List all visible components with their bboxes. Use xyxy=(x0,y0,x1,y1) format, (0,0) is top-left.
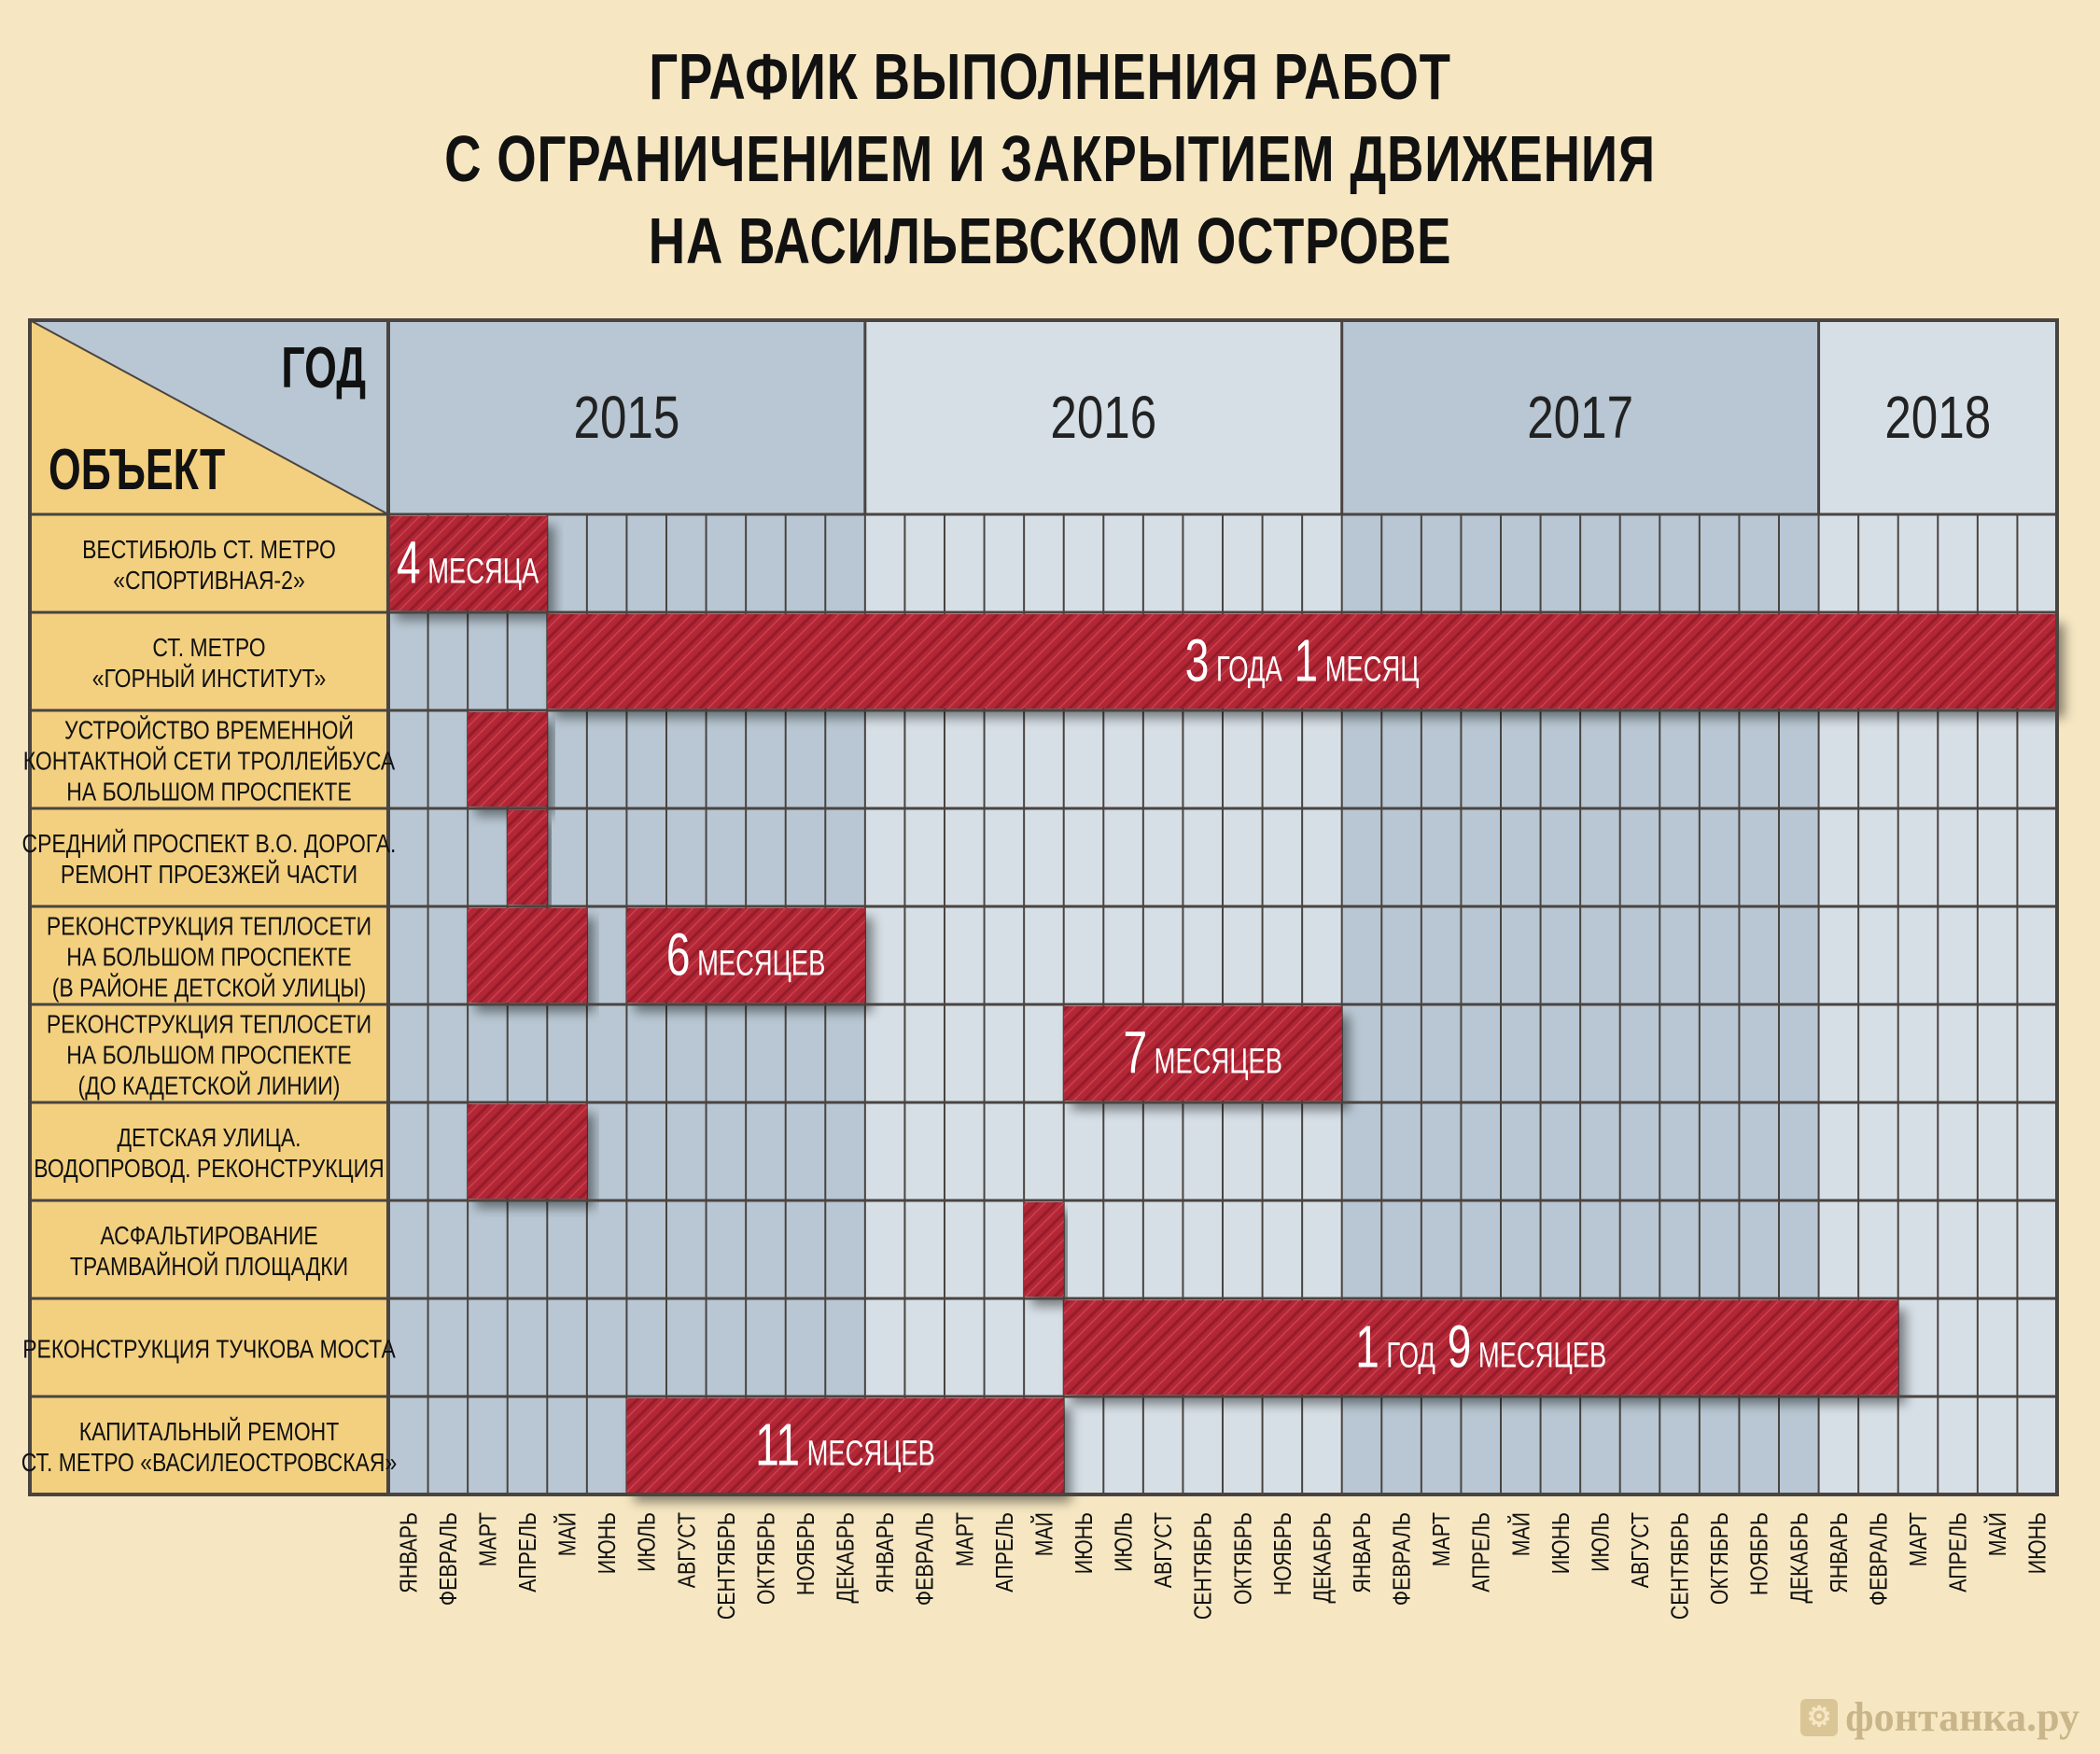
month-tick-label: АПРЕЛЬ xyxy=(514,1512,542,1593)
month-tick-label: ФЕВРАЛЬ xyxy=(1865,1512,1893,1607)
bar-duration-part: 6 xyxy=(665,921,691,989)
month-tick-label: ИЮЛЬ xyxy=(633,1512,662,1572)
row-label-line: ВЕСТИБЮЛЬ СТ. МЕТРО xyxy=(82,535,336,565)
year-header-label: ГОД xyxy=(281,335,366,400)
month-tick-label: ФЕВРАЛЬ xyxy=(911,1512,940,1607)
row-label-line: РЕКОНСТРУКЦИЯ ТУЧКОВА МОСТА xyxy=(22,1335,396,1365)
row-label-line: РЕКОНСТРУКЦИЯ ТЕПЛОСЕТИ xyxy=(46,1010,372,1040)
month-tick-label: НОЯБРЬ xyxy=(1745,1512,1774,1596)
row-label-line: НА БОЛЬШОМ ПРОСПЕКТЕ xyxy=(66,943,352,973)
month-tick-label: ИЮНЬ xyxy=(2023,1512,2052,1575)
gantt-bar xyxy=(468,908,587,1003)
month-tick-label: МАЙ xyxy=(1030,1512,1058,1557)
row-label-line: (В РАЙОНЕ ДЕТСКОЙ УЛИЦЫ) xyxy=(51,974,367,1003)
month-tick-label: НОЯБРЬ xyxy=(792,1512,820,1596)
month-tick-label: ФЕВРАЛЬ xyxy=(1388,1512,1417,1607)
gantt-bar xyxy=(468,712,547,807)
bar-duration-part: ГОДА xyxy=(1209,650,1282,690)
bar-duration-part: ГОД xyxy=(1379,1336,1435,1376)
year-label: 2015 xyxy=(573,385,680,452)
bar-duration-part: 1 xyxy=(1355,1313,1379,1381)
month-tick-label: МАРТ xyxy=(951,1512,979,1567)
title-line-3: НА ВАСИЛЬЕВСКОМ ОСТРОВЕ xyxy=(648,204,1452,277)
month-tick-label: АВГУСТ xyxy=(1150,1512,1178,1589)
month-tick-label: АПРЕЛЬ xyxy=(990,1512,1019,1593)
object-header-label: ОБЪЕКТ xyxy=(49,437,226,502)
month-tick-label: ФЕВРАЛЬ xyxy=(434,1512,463,1607)
row-label-line: КОНТАКТНОЙ СЕТИ ТРОЛЛЕЙБУСА xyxy=(22,747,396,777)
month-tick-label: ИЮНЬ xyxy=(594,1512,622,1575)
row-label-line: АСФАЛЬТИРОВАНИЕ xyxy=(100,1221,318,1251)
row-label-line: ДЕТСКАЯ УЛИЦА. xyxy=(117,1123,301,1153)
bar-duration-part: МЕСЯЦ xyxy=(1318,650,1420,690)
month-tick-label: ИЮЛЬ xyxy=(1587,1512,1615,1572)
watermark-text: фонтанка.ру xyxy=(1845,1694,2079,1740)
row-label-line: РЕМОНТ ПРОЕЗЖЕЙ ЧАСТИ xyxy=(60,860,358,890)
month-tick-label: ОКТЯБРЬ xyxy=(752,1512,780,1606)
month-tick-label: МАЙ xyxy=(553,1512,582,1557)
row-label-line: СТ. МЕТРО «ВАСИЛЕОСТРОВСКАЯ» xyxy=(21,1448,398,1478)
year-label: 2016 xyxy=(1050,385,1157,452)
bar-duration-part: МЕСЯЦЕВ xyxy=(1471,1336,1607,1376)
bar-duration-part: МЕСЯЦЕВ xyxy=(690,944,826,984)
bar-duration-part: 11 xyxy=(755,1411,801,1479)
month-tick-label: НОЯБРЬ xyxy=(1268,1512,1297,1596)
month-tick-label: ЯНВАРЬ xyxy=(1825,1512,1854,1593)
month-tick-label: ИЮНЬ xyxy=(1547,1512,1575,1575)
row-label-line: (ДО КАДЕТСКОЙ ЛИНИИ) xyxy=(77,1072,341,1102)
bar-duration-part: 1 xyxy=(1281,627,1319,695)
row-label-line: «СПОРТИВНАЯ-2» xyxy=(113,566,305,596)
month-tick-label: МАРТ xyxy=(1428,1512,1456,1567)
month-tick-label: ОКТЯБРЬ xyxy=(1229,1512,1257,1606)
row-label-line: ТРАМВАЙНОЙ ПЛОЩАДКИ xyxy=(69,1252,349,1282)
year-label: 2018 xyxy=(1884,385,1992,452)
bar-duration-part: 3 xyxy=(1184,627,1210,695)
month-tick-label: МАЙ xyxy=(1984,1512,2012,1557)
title-line-2: С ОГРАНИЧЕНИЕМ И ЗАКРЫТИЕМ ДВИЖЕНИЯ xyxy=(444,122,1656,195)
month-tick-label: СЕНТЯБРЬ xyxy=(1666,1512,1695,1621)
row-label-line: НА БОЛЬШОМ ПРОСПЕКТЕ xyxy=(66,778,352,807)
bar-duration-part: 9 xyxy=(1435,1313,1472,1381)
year-label: 2017 xyxy=(1527,385,1634,452)
watermark xyxy=(1800,1693,2079,1741)
title-line-1: ГРАФИК ВЫПОЛНЕНИЯ РАБОТ xyxy=(649,40,1451,113)
month-tick-label: АВГУСТ xyxy=(1627,1512,1655,1589)
row-label-line: «ГОРНЫЙ ИНСТИТУТ» xyxy=(91,664,327,694)
row-label-line: КАПИТАЛЬНЫЙ РЕМОНТ xyxy=(78,1417,340,1447)
month-tick-label: ЯНВАРЬ xyxy=(1349,1512,1377,1593)
gantt-bar xyxy=(508,810,548,905)
bar-duration-part: МЕСЯЦЕВ xyxy=(800,1434,935,1474)
gantt-bar xyxy=(1024,1202,1064,1297)
month-tick-label: ИЮНЬ xyxy=(1071,1512,1099,1575)
month-tick-label: ДЕКАБРЬ xyxy=(1309,1512,1337,1604)
row-label-line: ВОДОПРОВОД. РЕКОНСТРУКЦИЯ xyxy=(34,1154,385,1184)
row-label-line: РЕКОНСТРУКЦИЯ ТЕПЛОСЕТИ xyxy=(46,912,372,942)
month-tick-label: ДЕКАБРЬ xyxy=(1785,1512,1813,1604)
bar-duration-part: МЕСЯЦЕВ xyxy=(1147,1042,1282,1082)
month-tick-label: ИЮЛЬ xyxy=(1110,1512,1139,1572)
month-tick-label: АПРЕЛЬ xyxy=(1944,1512,1973,1593)
bar-duration-part: 7 xyxy=(1123,1019,1148,1087)
row-label-line: СРЕДНИЙ ПРОСПЕКТ В.О. ДОРОГА. xyxy=(21,829,397,859)
month-tick-label: МАРТ xyxy=(1905,1512,1933,1567)
month-tick-label: ДЕКАБРЬ xyxy=(832,1512,861,1604)
fontanka-logo-icon: ⚙ xyxy=(1800,1699,1838,1736)
month-tick-label: СЕНТЯБРЬ xyxy=(1189,1512,1218,1621)
bar-duration-part: 4 xyxy=(397,529,421,596)
month-tick-label: МАРТ xyxy=(474,1512,502,1567)
month-tick-label: ЯНВАРЬ xyxy=(872,1512,900,1593)
month-tick-label: МАЙ xyxy=(1507,1512,1535,1557)
row-label-line: УСТРОЙСТВО ВРЕМЕННОЙ xyxy=(63,716,355,746)
month-tick-label: ОКТЯБРЬ xyxy=(1706,1512,1734,1606)
month-tick-label: ЯНВАРЬ xyxy=(395,1512,423,1593)
month-tick-label: АВГУСТ xyxy=(673,1512,701,1589)
month-tick-label: СЕНТЯБРЬ xyxy=(712,1512,741,1621)
bar-duration-part: МЕСЯЦА xyxy=(420,552,539,592)
month-tick-label: АПРЕЛЬ xyxy=(1467,1512,1496,1593)
row-label-line: СТ. МЕТРО xyxy=(152,633,266,663)
row-label-line: НА БОЛЬШОМ ПРОСПЕКТЕ xyxy=(66,1041,352,1071)
gantt-bar xyxy=(468,1104,587,1199)
